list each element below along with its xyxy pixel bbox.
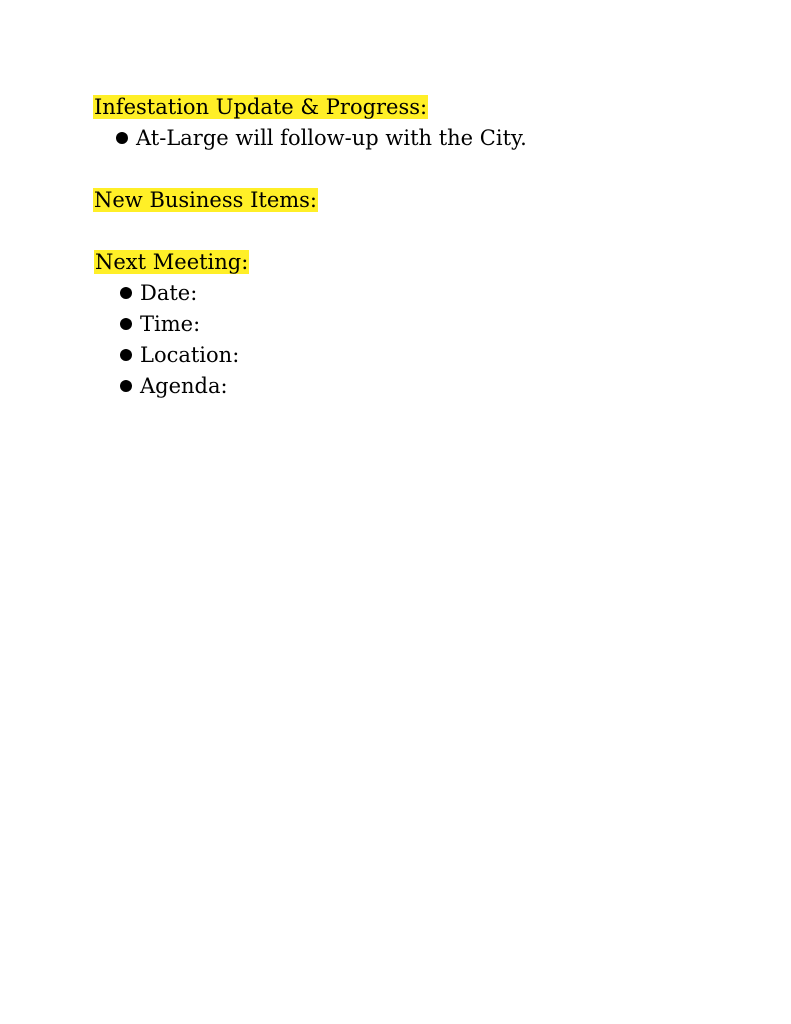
list-item: [120, 371, 239, 402]
infestation-bullet-list: [116, 123, 527, 154]
section-heading-infestation: [93, 92, 428, 123]
section-heading-new-business: [93, 185, 318, 216]
next-meeting-bullet-list: [120, 278, 239, 402]
highlighted-heading-text: Infestation Update & Progress:: [94, 95, 428, 119]
list-item-text: Agenda:: [140, 374, 228, 398]
section-heading-next-meeting: [94, 247, 249, 278]
list-item-text: Time:: [140, 312, 201, 336]
bullet-icon: [120, 380, 132, 392]
highlighted-heading-text: New Business Items:: [94, 188, 318, 212]
list-item: [120, 309, 239, 340]
list-item: [116, 123, 527, 154]
bullet-icon: [120, 318, 132, 330]
list-item-text: Location:: [140, 343, 240, 367]
bullet-icon: [120, 349, 132, 361]
highlighted-heading-text: Next Meeting:: [95, 250, 249, 274]
list-item-text: At-Large will follow-up with the City.: [136, 126, 527, 150]
list-item: [120, 340, 239, 371]
bullet-icon: [120, 287, 132, 299]
list-item: [120, 278, 239, 309]
bullet-icon: [116, 132, 128, 144]
list-item-text: Date:: [140, 281, 198, 305]
